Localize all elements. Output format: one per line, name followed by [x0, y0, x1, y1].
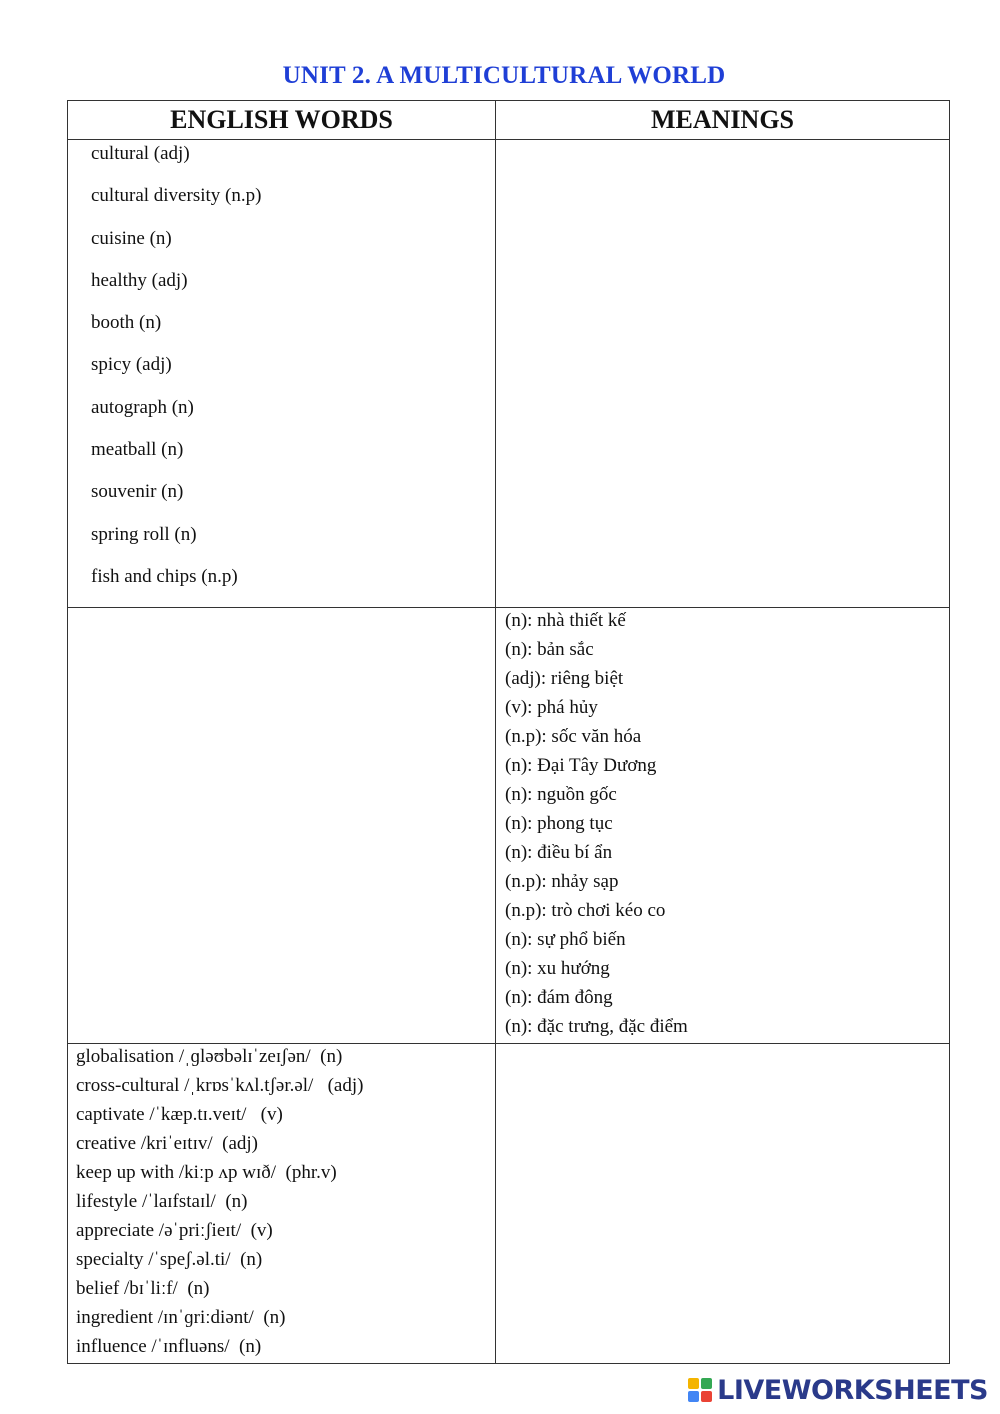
logo-square-2	[701, 1378, 712, 1389]
logo-square-1	[688, 1378, 699, 1389]
vocab-word-ipa-item: keep up with /kiːp ʌp wɪð/ (phr.v)	[76, 1162, 337, 1184]
section3-word-list	[68, 1044, 495, 1363]
logo-square-3	[688, 1391, 699, 1402]
vocab-word-ipa-item: cross-cultural /ˌkrɒsˈkʌl.tʃər.əl/ (adj)	[76, 1075, 364, 1097]
table-row-section-1	[68, 140, 950, 608]
vocab-word-ipa-item: creative /kriˈeɪtɪv/ (adj)	[76, 1133, 258, 1155]
logo-square-4	[701, 1391, 712, 1402]
table-header-row	[68, 101, 950, 140]
vocab-word-ipa-item: ingredient /ɪnˈɡriːdiənt/ (n)	[76, 1307, 286, 1329]
vocab-meaning-item: (n): đặc trưng, đặc điểm	[505, 1016, 688, 1038]
vocab-meaning-item: (n.p): sốc văn hóa	[505, 726, 642, 748]
section3-words-cell	[68, 1044, 496, 1364]
vocab-meaning-item: (n): đám đông	[505, 987, 613, 1009]
vocab-meaning-item: (n): nhà thiết kế	[505, 610, 626, 632]
section3-meaning-answer-cell[interactable]	[496, 1044, 950, 1364]
vocab-meaning-item: (n): bản sắc	[505, 639, 594, 661]
vocab-meaning-item: (n.p): nhảy sạp	[505, 871, 619, 893]
header-english-words: ENGLISH WORDS	[68, 101, 496, 140]
vocab-word-ipa-item: specialty /ˈspeʃ.əl.ti/ (n)	[76, 1249, 263, 1271]
section1-meaning-answer-cell[interactable]	[496, 140, 950, 608]
section2-meanings-cell	[496, 608, 950, 1044]
vocab-word-item: autograph (n)	[91, 396, 194, 418]
vocab-meaning-item: (n.p): trò chơi kéo co	[505, 900, 666, 922]
vocab-word-item: cultural diversity (n.p)	[91, 185, 262, 207]
vocab-word-item: healthy (adj)	[91, 269, 188, 291]
section1-word-list	[68, 140, 495, 607]
vocab-word-item: spring roll (n)	[91, 523, 197, 545]
section2-word-answer-cell[interactable]	[68, 608, 496, 1044]
table-row-section-2	[68, 608, 950, 1044]
vocab-meaning-item: (n): xu hướng	[505, 958, 610, 980]
vocab-word-ipa-item: captivate /ˈkæp.tɪ.veɪt/ (v)	[76, 1104, 283, 1126]
vocab-word-ipa-item: appreciate /əˈpriːʃieɪt/ (v)	[76, 1220, 273, 1242]
vocab-word-item: spicy (adj)	[91, 354, 172, 376]
vocab-word-ipa-item: lifestyle /ˈlaɪfstaɪl/ (n)	[76, 1191, 248, 1213]
section1-words-cell	[68, 140, 496, 608]
vocab-meaning-item: (n): điều bí ẩn	[505, 842, 613, 864]
liveworksheets-logo-icon	[688, 1378, 712, 1402]
table-row-section-3	[68, 1044, 950, 1364]
vocab-meaning-item: (adj): riêng biệt	[505, 668, 624, 690]
vocab-meaning-item: (n): nguồn gốc	[505, 784, 617, 806]
vocab-word-item: cultural (adj)	[91, 143, 190, 164]
vocabulary-table	[67, 100, 950, 1364]
liveworksheets-logo	[688, 1372, 988, 1408]
vocab-meaning-item: (n): sự phổ biến	[505, 929, 626, 951]
page-title: UNIT 2. A MULTICULTURAL WORLD	[282, 62, 726, 89]
vocab-word-item: fish and chips (n.p)	[91, 565, 238, 587]
header-meanings: MEANINGS	[496, 101, 950, 140]
vocab-word-item: meatball (n)	[91, 439, 184, 461]
vocab-word-ipa-item: belief /bɪˈliːf/ (n)	[76, 1278, 210, 1300]
vocab-word-item: cuisine (n)	[91, 227, 172, 249]
brand-name: LIVEWORKSHEETS	[717, 1374, 988, 1406]
vocab-word-ipa-item: influence /ˈɪnfluəns/ (n)	[76, 1336, 262, 1358]
vocab-word-ipa-item: globalisation /ˌɡləʊbəlɪˈzeɪʃən/ (n)	[76, 1046, 343, 1068]
vocab-word-item: souvenir (n)	[91, 481, 184, 503]
section2-meaning-list	[496, 608, 949, 1043]
vocab-meaning-item: (v): phá hủy	[505, 697, 598, 719]
vocab-word-item: booth (n)	[91, 312, 162, 334]
vocab-meaning-item: (n): Đại Tây Dương	[505, 755, 657, 777]
vocab-meaning-item: (n): phong tục	[505, 813, 613, 835]
